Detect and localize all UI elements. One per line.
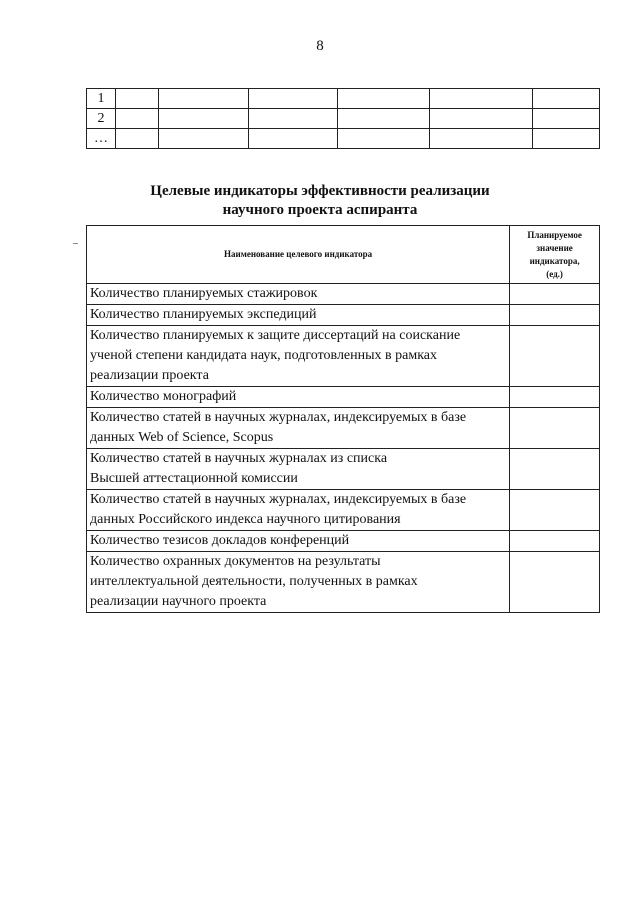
indicator-name-line: реализации проекта [90,368,209,383]
planned-value-cell[interactable] [510,387,600,408]
planned-value-cell[interactable] [510,531,600,552]
table-row [87,129,600,149]
table-header-row [87,226,600,284]
indicator-name-line: Количество тезисов докладов конференций [90,533,350,548]
page-number: 8 [316,38,324,54]
header-value-line: (ед.) [546,268,563,279]
table-cell [430,109,533,129]
indicator-name-line: интеллектуальной деятельности, полученных в рамках [90,574,418,589]
indicator-name-cell [87,408,510,449]
indicator-name-line: Высшей аттестационной комиссии [90,471,298,486]
indicator-name-line: реализации научного проекта [90,594,267,609]
header-value-line: Планируемое [527,229,582,240]
planned-value-cell[interactable] [510,408,600,449]
header-planned-value [510,226,600,284]
header-value-line: индикатора, [529,255,580,266]
planned-value-cell[interactable] [510,326,600,387]
table-row [87,305,600,326]
indicator-name-cell [87,531,510,552]
section-title-line: Целевые индикаторы эффективности реализации [150,183,490,199]
table-row [87,89,600,109]
indicator-name-line: данных Web of Science, Scopus [90,430,274,445]
table-row [87,408,600,449]
indicator-name-cell [87,326,510,387]
planned-value-cell[interactable] [510,490,600,531]
project-rows-table [86,88,600,149]
indicator-name-cell [87,552,510,613]
table-row [87,326,600,387]
table-cell [533,89,600,109]
table-cell [338,109,430,129]
table-cell [248,109,337,129]
table-cell [533,109,600,129]
header-value-line: значение [536,242,573,253]
header-indicator-name: Наименование целевого индикатора [87,226,510,284]
indicator-name-line: Количество планируемых к защите диссертаций на соискание [90,328,461,343]
indicator-name-line: данных Российского индекса научного цитирования [90,512,401,527]
planned-value-cell[interactable] [510,284,600,305]
indicator-name-line: Количество статей в научных журналах, индексируемых в базе [90,492,467,507]
table-row [87,449,600,490]
row-index: 1 [87,89,116,109]
table-cell [115,129,158,149]
margin-mark [73,243,78,244]
planned-value-cell[interactable] [510,305,600,326]
table-cell [158,109,248,129]
section-title-line: научного проекта аспиранта [222,202,418,218]
table-cell [533,129,600,149]
row-index: 2 [87,109,116,129]
table-cell [115,89,158,109]
table-cell [115,109,158,129]
section-title [0,182,640,220]
indicator-table [86,225,600,613]
row-index: … [87,129,116,149]
table-row [87,490,600,531]
indicator-name-line: Количество охранных документов на результаты [90,554,381,569]
table-cell [430,89,533,109]
indicator-name-cell [87,449,510,490]
table-cell [248,129,337,149]
table-row [87,531,600,552]
planned-value-cell[interactable] [510,552,600,613]
indicator-name-line: ученой степени кандидата наук, подготовленных в рамках [90,348,438,363]
table-cell [248,89,337,109]
indicator-name-cell [87,387,510,408]
indicator-name-line: Количество статей в научных журналах, индексируемых в базе [90,410,467,425]
table-cell [338,89,430,109]
table-cell [430,129,533,149]
table-cell [338,129,430,149]
table-cell [158,129,248,149]
table-row [87,284,600,305]
table-cell [158,89,248,109]
table-row [87,552,600,613]
indicator-table-body [87,284,600,613]
indicator-name-cell [87,305,510,326]
indicator-name-cell [87,490,510,531]
indicator-name-line: Количество планируемых экспедиций [90,307,317,322]
indicator-name-line: Количество планируемых стажировок [90,286,318,301]
table-row [87,109,600,129]
indicator-name-line: Количество статей в научных журналах из списка [90,451,388,466]
table-row [87,387,600,408]
planned-value-cell[interactable] [510,449,600,490]
indicator-name-cell [87,284,510,305]
indicator-name-line: Количество монографий [90,389,237,404]
